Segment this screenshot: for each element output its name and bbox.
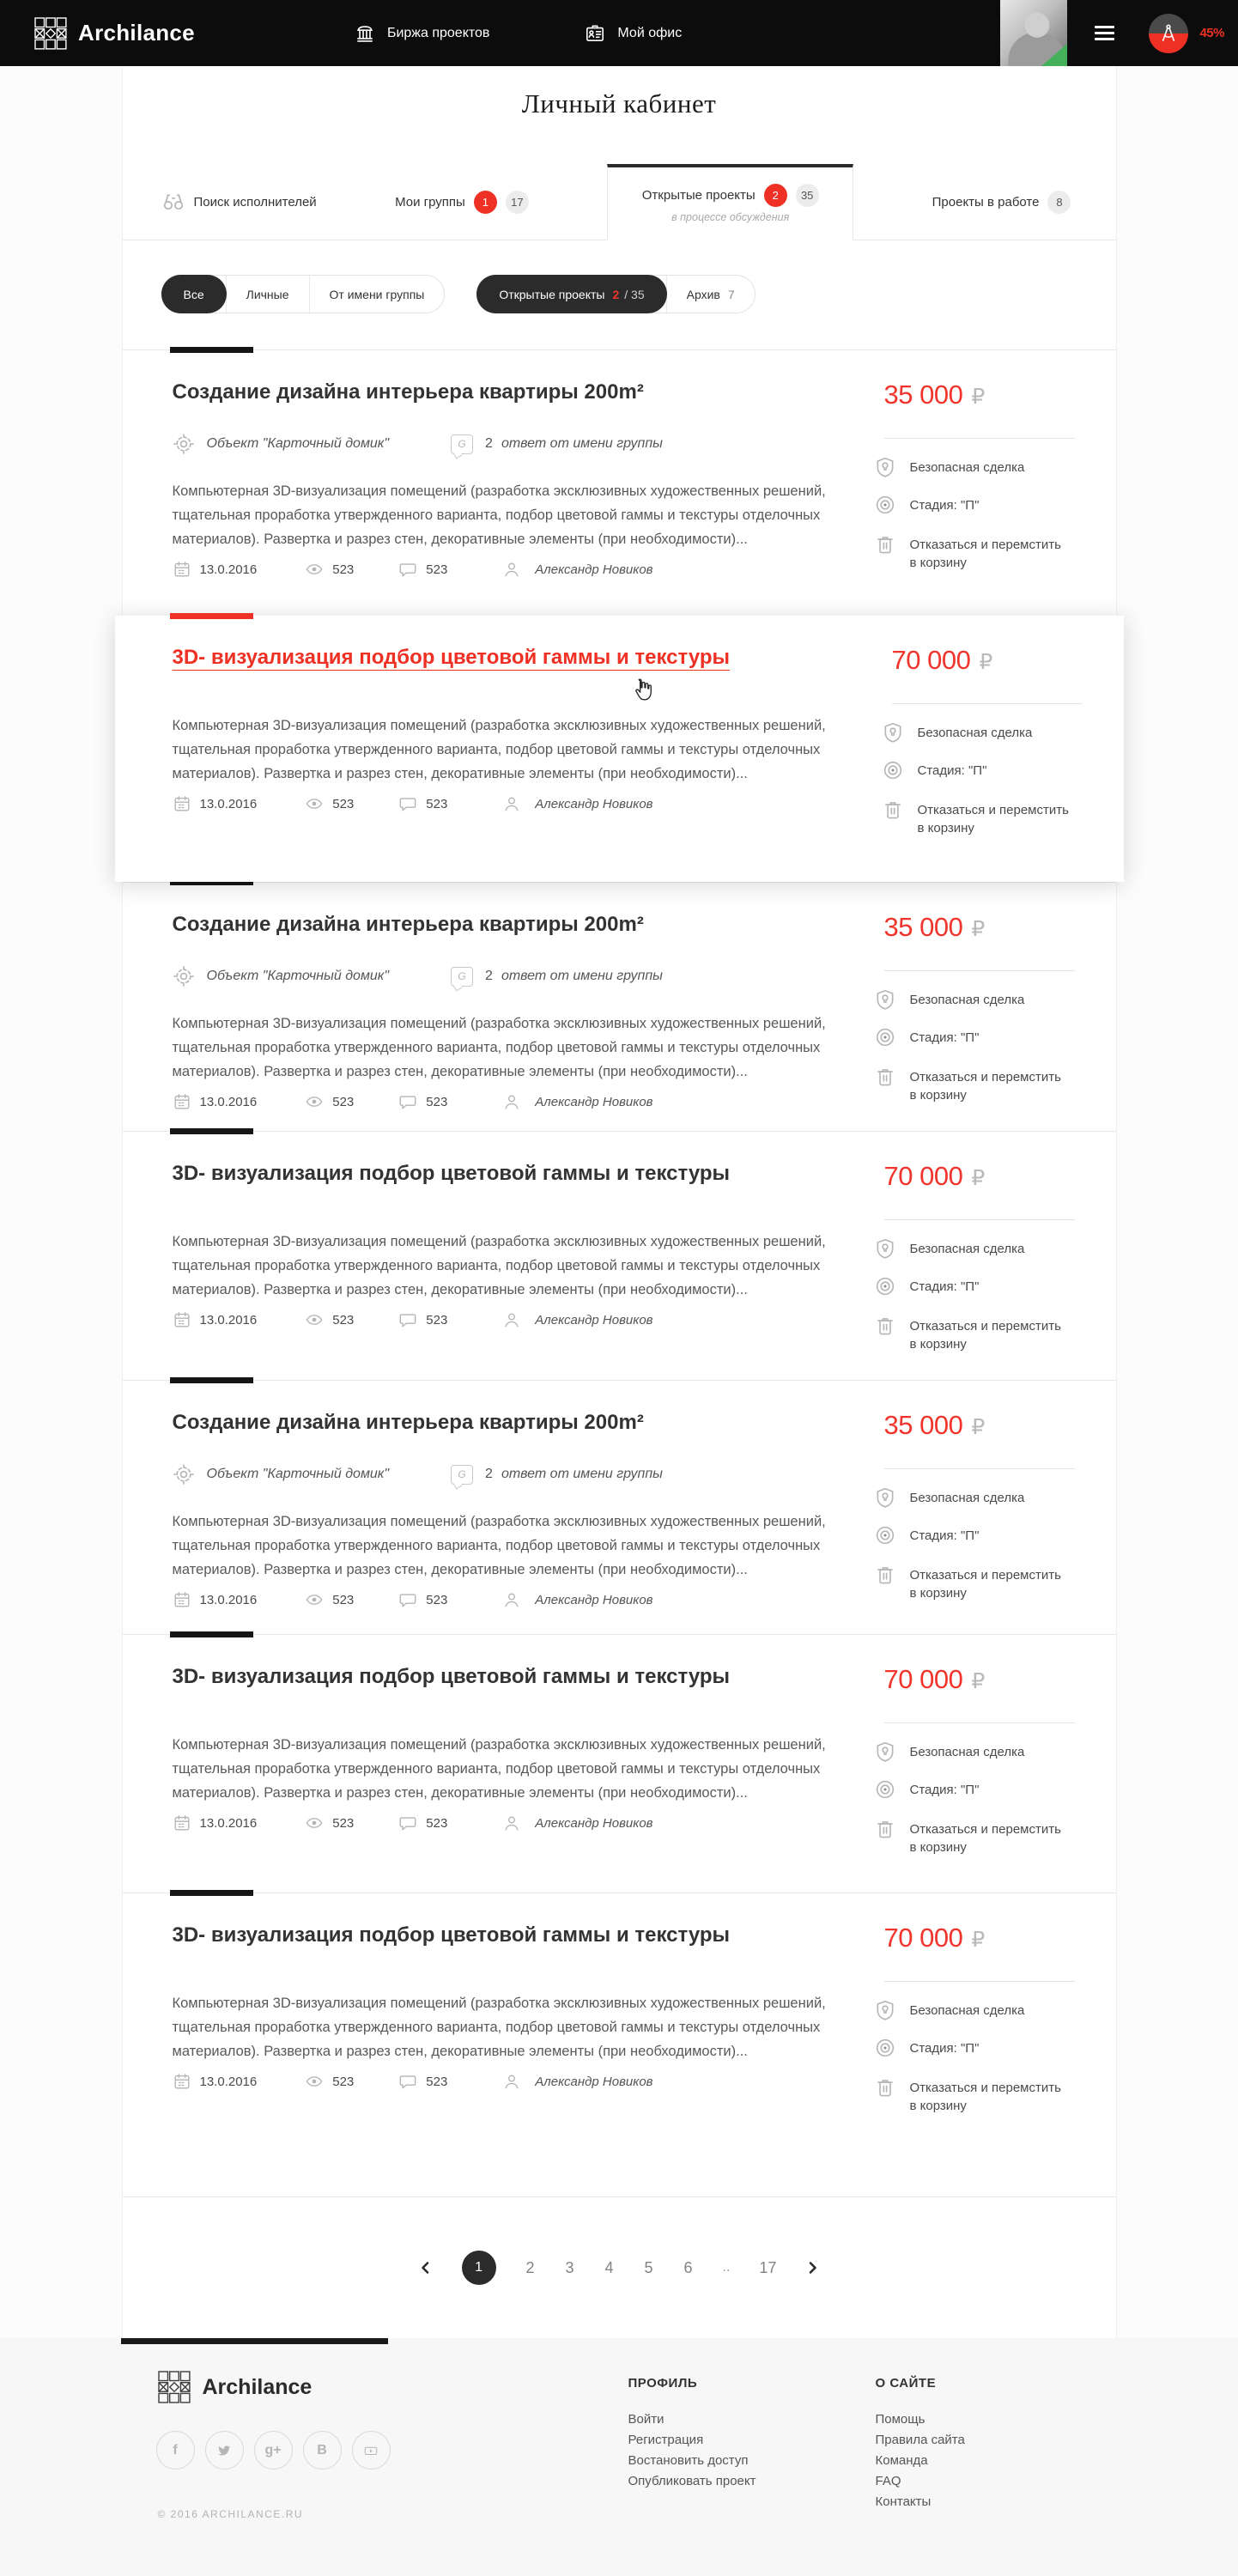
page-title: Личный кабинет [521, 88, 717, 118]
project-object-label: Объект "Карточный домик" [206, 1467, 390, 1481]
shield-icon [874, 988, 896, 1011]
stage-label: Стадия: "П" [909, 1030, 980, 1045]
footer-link-publish-project[interactable]: Опубликовать проект [628, 2474, 756, 2488]
price-value: 70 000 [883, 1664, 963, 1694]
filter-all[interactable]: Все [161, 275, 227, 313]
comments-icon [398, 1310, 417, 1329]
tab-subtitle: в процессе обсуждения [671, 211, 790, 223]
project-side-panel [874, 1893, 1116, 2115]
eye-icon [305, 794, 324, 813]
footer-link-faq[interactable]: FAQ [875, 2474, 901, 2488]
safe-deal-label: Безопасная сделка [909, 1491, 1025, 1505]
replies-count: 2 [485, 969, 493, 983]
price-value: 70 000 [883, 1161, 963, 1191]
comments-icon [398, 2072, 417, 2091]
tab-label: Проекты в работе [932, 194, 1040, 210]
ruble-sign: ₽ [971, 1165, 986, 1190]
eye-icon [305, 2072, 324, 2091]
project-object-label: Объект "Карточный домик" [206, 436, 390, 451]
trash-icon [882, 799, 904, 821]
safe-deal-row [874, 1486, 1116, 1509]
discard-action[interactable] [882, 799, 1124, 837]
project-card [123, 1634, 1116, 1893]
user-avatar[interactable] [1000, 0, 1067, 66]
gplus-glyph: g+ [264, 2442, 282, 2458]
discard-action[interactable] [874, 1315, 1116, 1353]
shield-icon [874, 1486, 896, 1509]
tab-my-groups[interactable] [395, 164, 529, 240]
price-divider [892, 703, 1083, 704]
project-date: 13.0.2016 [199, 1592, 258, 1607]
stage-row [882, 759, 1124, 781]
price-divider [884, 438, 1075, 439]
nav-exchange-label: Биржа проектов [386, 25, 490, 40]
shield-icon [874, 456, 896, 478]
safe-deal-label: Безопасная сделка [909, 993, 1025, 1007]
tabs-bar [123, 164, 1116, 240]
project-title-link[interactable]: Создание дизайна интерьера квартиры 200m² [172, 913, 644, 936]
filters-row [161, 275, 1116, 313]
total-count-badge: 35 [796, 184, 819, 207]
project-list [123, 349, 1116, 2196]
group-reply-icon [451, 967, 473, 987]
page-number-active[interactable]: 1 [462, 2251, 496, 2285]
pagination [123, 2196, 1116, 2338]
group-reply-icon [451, 1465, 473, 1485]
target-icon [874, 1524, 896, 1546]
comments-count: 523 [426, 1312, 448, 1327]
project-side-panel [874, 1132, 1116, 1353]
top-bar-right [1000, 0, 1238, 66]
project-date: 13.0.2016 [199, 562, 258, 577]
group-letter: G [458, 970, 466, 982]
profile-progress-percent: 45% [1199, 26, 1224, 40]
safe-deal-row [874, 1237, 1116, 1260]
nav-office-label: Мой офис [617, 25, 683, 40]
stage-label: Стадия: "П" [917, 763, 987, 778]
project-title-link[interactable]: Создание дизайна интерьера квартиры 200m² [172, 380, 644, 404]
comments-icon [398, 794, 417, 813]
project-author[interactable]: Александр Новиков [535, 2074, 653, 2089]
footer-link-register[interactable]: Регистрация [628, 2433, 704, 2447]
replies-count: 2 [485, 1467, 493, 1481]
project-price [884, 1923, 1116, 1953]
ruble-sign: ₽ [971, 384, 986, 409]
calendar-icon [173, 2072, 191, 2091]
tab-label: Поиск исполнителей [193, 194, 317, 210]
footer-link-rules[interactable]: Правила сайта [875, 2433, 965, 2447]
price-divider [884, 1468, 1075, 1469]
footer-column-title: ПРОФИЛЬ [628, 2376, 698, 2391]
project-object-label: Объект "Карточный домик" [206, 969, 390, 983]
twitter-icon[interactable] [205, 2431, 244, 2470]
project-author[interactable]: Александр Новиков [535, 1312, 653, 1327]
comments-count: 523 [426, 1815, 448, 1831]
page-number[interactable]: 4 [604, 2258, 614, 2276]
group-reply-icon [451, 434, 473, 454]
project-card [123, 1380, 1116, 1634]
tab-search-performers[interactable] [161, 164, 317, 240]
page-number[interactable]: 5 [644, 2258, 653, 2276]
filter-group[interactable]: От имени группы [309, 276, 445, 313]
person-icon [502, 1310, 521, 1329]
project-price [884, 1664, 1116, 1695]
project-side-panel [874, 883, 1116, 1104]
calendar-icon [173, 1092, 191, 1111]
person-icon [502, 1590, 521, 1609]
target-icon [874, 1026, 896, 1048]
eye-icon [305, 1310, 324, 1329]
price-value: 35 000 [883, 1410, 963, 1440]
views-count: 523 [332, 2074, 355, 2089]
project-price [884, 1410, 1116, 1441]
filter-open-projects[interactable] [476, 275, 666, 313]
price-divider [884, 970, 1075, 971]
trash-icon [874, 533, 896, 556]
top-navigation [354, 22, 682, 45]
gear-icon [173, 433, 195, 455]
safe-deal-label: Безопасная сделка [909, 1745, 1025, 1759]
open-total-count: / 35 [624, 287, 645, 301]
project-date: 13.0.2016 [199, 796, 258, 811]
nav-project-exchange[interactable] [354, 22, 489, 45]
footer-link-help[interactable]: Помощь [875, 2412, 925, 2427]
stage-label: Стадия: "П" [909, 1783, 980, 1797]
target-icon [874, 1275, 896, 1297]
stage-row [874, 1275, 1116, 1297]
project-title-link[interactable]: 3D- визуализация подбор цветовой гаммы и текстуры [172, 1923, 731, 1947]
views-count: 523 [332, 562, 355, 577]
footer-column-title: О САЙТЕ [875, 2376, 937, 2391]
ruble-sign: ₽ [979, 649, 993, 674]
safe-deal-row [874, 456, 1116, 478]
group-letter: G [458, 438, 466, 450]
stage-row [874, 494, 1116, 516]
project-card-hovered [115, 616, 1124, 882]
project-side-panel [874, 350, 1116, 572]
ruble-sign: ₽ [971, 1927, 986, 1952]
price-divider [884, 1981, 1075, 1982]
project-description: Компьютерная 3D-визуализация помещений (разработка эксклюзивных художественных решений, тщательная проработка утвержденного варианта, подбор цветовой гаммы и текстуры отделочных материалов). Развертка и разрез стен, декоративные элементы (при необходимости)... [172, 1234, 826, 1297]
discard-label: Отказаться и перемстить в корзину [909, 1822, 1061, 1855]
calendar-icon [173, 1590, 191, 1609]
open-new-count: 2 [612, 287, 620, 301]
trash-icon [874, 2076, 896, 2099]
project-author[interactable]: Александр Новиков [535, 1094, 653, 1109]
shield-icon [874, 1999, 896, 2021]
stage-label: Стадия: "П" [909, 2041, 980, 2056]
price-divider [884, 1219, 1075, 1220]
vk-icon[interactable] [303, 2431, 342, 2470]
page-number[interactable]: 17 [759, 2258, 777, 2276]
footer-link-team[interactable]: Команда [875, 2453, 928, 2468]
price-value: 70 000 [891, 645, 971, 675]
main-container [122, 66, 1117, 2338]
project-card [123, 349, 1116, 616]
project-description: Компьютерная 3D-визуализация помещений (разработка эксклюзивных художественных решений, тщательная проработка утвержденного варианта, подбор цветовой гаммы и текстуры отделочных материалов). Развертка и разрез стен, декоративные элементы (при необходимости)... [172, 1737, 826, 1801]
safe-deal-row [874, 988, 1116, 1011]
person-icon [502, 2072, 521, 2091]
views-count: 523 [332, 1312, 355, 1327]
replies-label: ответ от имени группы [501, 1467, 663, 1481]
stage-label: Стадия: "П" [909, 1279, 980, 1294]
tab-label: Мои группы [395, 194, 465, 210]
comments-icon [398, 560, 417, 579]
comments-icon [398, 1814, 417, 1832]
person-icon [502, 794, 521, 813]
stage-label: Стадия: "П" [909, 1528, 980, 1543]
total-count-badge: 8 [1047, 191, 1071, 214]
chevron-left-icon[interactable] [419, 2261, 433, 2275]
social-links [156, 2431, 391, 2470]
project-date: 13.0.2016 [199, 1094, 258, 1109]
eye-icon [305, 560, 324, 579]
binoculars-icon [161, 190, 185, 214]
safe-deal-label: Безопасная сделка [909, 460, 1025, 475]
eye-icon [305, 1590, 324, 1609]
project-title-link[interactable]: Создание дизайна интерьера квартиры 200m² [172, 1411, 644, 1434]
comments-count: 523 [426, 1592, 448, 1607]
views-count: 523 [332, 796, 355, 811]
archilance-logo-icon [34, 17, 67, 50]
shield-icon [874, 1237, 896, 1260]
project-author[interactable]: Александр Новиков [535, 1815, 653, 1831]
ownership-filter [161, 275, 446, 313]
filter-archive[interactable] [666, 276, 755, 313]
shield-icon [874, 1741, 896, 1763]
comments-count: 523 [426, 1094, 448, 1109]
project-title-link[interactable]: 3D- визуализация подбор цветовой гаммы и текстуры [172, 646, 731, 669]
project-price [892, 645, 1124, 676]
footer-brand-name: Archilance [202, 2374, 313, 2399]
comments-count: 523 [426, 2074, 448, 2089]
exchange-icon [354, 22, 376, 45]
trash-icon [874, 1564, 896, 1586]
tab-projects-in-work[interactable] [932, 164, 1071, 240]
discard-label: Отказаться и перемстить в корзину [917, 803, 1069, 835]
replies-label: ответ от имени группы [501, 969, 663, 983]
gear-icon [173, 965, 195, 987]
youtube-icon[interactable] [352, 2431, 391, 2470]
project-description: Компьютерная 3D-визуализация помещений (разработка эксклюзивных художественных решений, тщательная проработка утвержденного варианта, подбор цветовой гаммы и текстуры отделочных материалов). Развертка и разрез стен, декоративные элементы (при необходимости)... [172, 1514, 826, 1577]
project-title-link[interactable]: 3D- визуализация подбор цветовой гаммы и текстуры [172, 1665, 731, 1688]
comments-icon [398, 1590, 417, 1609]
project-side-panel [882, 616, 1124, 837]
stage-row [874, 1778, 1116, 1801]
price-value: 35 000 [883, 380, 963, 410]
project-card [123, 1893, 1116, 2196]
archilance-logo-icon [158, 2371, 191, 2403]
target-icon [874, 2037, 896, 2059]
calendar-icon [173, 1814, 191, 1832]
project-description: Компьютерная 3D-визуализация помещений (разработка эксклюзивных художественных решений, тщательная проработка утвержденного варианта, подбор цветовой гаммы и текстуры отделочных материалов). Развертка и разрез стен, декоративные элементы (при необходимости)... [172, 1996, 826, 2059]
project-date: 13.0.2016 [199, 1312, 258, 1327]
tab-open-projects[interactable] [607, 164, 853, 240]
shield-icon [882, 721, 904, 744]
calendar-icon [173, 1310, 191, 1329]
safe-deal-label: Безопасная сделка [917, 726, 1033, 740]
stage-row [874, 2037, 1116, 2059]
target-icon [874, 1778, 896, 1801]
id-card-icon [584, 22, 606, 45]
project-side-panel [874, 1381, 1116, 1602]
project-author[interactable]: Александр Новиков [535, 1592, 653, 1607]
discard-label: Отказаться и перемстить в корзину [909, 1568, 1061, 1601]
project-date: 13.0.2016 [199, 1815, 258, 1831]
project-author[interactable]: Александр Новиков [535, 562, 653, 577]
group-letter: G [458, 1468, 466, 1480]
views-count: 523 [332, 1094, 355, 1109]
discard-label: Отказаться и перемстить в корзину [909, 1070, 1061, 1103]
vk-glyph: B [317, 2442, 327, 2458]
new-count-badge: 2 [764, 184, 787, 207]
discard-action[interactable] [874, 1818, 1116, 1856]
person-icon [502, 1092, 521, 1111]
comments-count: 523 [426, 562, 448, 577]
safe-deal-row [874, 1741, 1116, 1763]
hamburger-menu-icon[interactable] [1095, 22, 1114, 44]
eye-icon [305, 1814, 324, 1832]
safe-deal-row [882, 721, 1124, 744]
project-description: Компьютерная 3D-визуализация помещений (разработка эксклюзивных художественных решений, тщательная проработка утвержденного варианта, подбор цветовой гаммы и текстуры отделочных материалов). Развертка и разрез стен, декоративные элементы (при необходимости)... [172, 1016, 826, 1079]
chevron-right-icon[interactable] [805, 2261, 819, 2275]
price-value: 70 000 [883, 1923, 963, 1953]
compass-icon [1157, 22, 1180, 45]
eye-icon [305, 1092, 324, 1111]
page-number[interactable]: 2 [525, 2258, 535, 2276]
gear-icon [173, 1463, 195, 1485]
footer-brand[interactable] [158, 2371, 313, 2403]
safe-deal-row [874, 1999, 1116, 2021]
ruble-sign: ₽ [971, 1414, 986, 1439]
comments-icon [398, 1092, 417, 1111]
discard-action[interactable] [874, 1066, 1116, 1104]
project-side-panel [874, 1635, 1116, 1856]
page-ellipsis: .. [722, 2260, 731, 2275]
comments-count: 523 [426, 796, 448, 811]
filter-label: Архив [686, 287, 720, 301]
discard-label: Отказаться и перемстить в корзину [909, 1319, 1061, 1352]
project-description: Компьютерная 3D-визуализация помещений (разработка эксклюзивных художественных решений, тщательная проработка утвержденного варианта, подбор цветовой гаммы и текстуры отделочных материалов). Развертка и разрез стен, декоративные элементы (при необходимости)... [172, 483, 826, 547]
top-bar [0, 0, 1238, 66]
facebook-icon[interactable] [156, 2431, 195, 2470]
replies-count: 2 [485, 436, 493, 451]
archive-count: 7 [727, 287, 735, 301]
new-count-badge: 1 [474, 191, 497, 214]
price-value: 35 000 [883, 912, 963, 942]
ruble-sign: ₽ [971, 1668, 986, 1693]
views-count: 523 [332, 1815, 355, 1831]
filter-label: Открытые проекты [499, 287, 605, 301]
hand-cursor-icon [632, 677, 654, 702]
trash-icon [874, 1315, 896, 1337]
discard-action[interactable] [874, 1564, 1116, 1602]
discard-action[interactable] [874, 2076, 1116, 2115]
project-card [123, 1131, 1116, 1380]
page-number[interactable]: 3 [565, 2258, 574, 2276]
site-footer [0, 2338, 1238, 2576]
total-count-badge: 17 [506, 191, 529, 214]
status-filter [476, 275, 755, 313]
project-price [884, 912, 1116, 943]
replies-label: ответ от имени группы [501, 436, 663, 451]
person-icon [502, 1814, 521, 1832]
trash-icon [874, 1818, 896, 1840]
discard-label: Отказаться и перемстить в корзину [909, 538, 1061, 570]
views-count: 523 [332, 1592, 355, 1607]
discard-action[interactable] [874, 533, 1116, 572]
target-icon [874, 494, 896, 516]
calendar-icon [173, 794, 191, 813]
facebook-glyph: f [173, 2442, 178, 2458]
stage-row [874, 1524, 1116, 1546]
ruble-sign: ₽ [971, 916, 986, 941]
page-number[interactable]: 6 [683, 2258, 693, 2276]
project-author[interactable]: Александр Новиков [535, 796, 653, 811]
stage-row [874, 1026, 1116, 1048]
project-price [884, 380, 1116, 410]
project-card [123, 882, 1116, 1131]
brand-logo[interactable] [34, 17, 195, 50]
footer-column-about [876, 2376, 965, 2512]
filter-personal[interactable]: Личные [226, 276, 309, 313]
project-title-link[interactable]: 3D- визуализация подбор цветовой гаммы и текстуры [172, 1162, 731, 1185]
discard-label: Отказаться и перемстить в корзину [909, 2081, 1061, 2113]
safe-deal-label: Безопасная сделка [909, 2003, 1025, 2018]
project-description: Компьютерная 3D-визуализация помещений (разработка эксклюзивных художественных решений, тщательная проработка утвержденного варианта, подбор цветовой гаммы и текстуры отделочных материалов). Развертка и разрез стен, декоративные элементы (при необходимости)... [172, 718, 826, 781]
stage-label: Стадия: "П" [909, 498, 980, 513]
nav-my-office[interactable] [584, 22, 682, 45]
footer-link-contacts[interactable]: Контакты [875, 2494, 932, 2509]
tab-label: Открытые проекты [641, 188, 756, 203]
profile-progress-indicator[interactable] [1149, 14, 1188, 53]
calendar-icon [173, 560, 191, 579]
brand-name: Archilance [78, 20, 195, 46]
price-divider [884, 1722, 1075, 1723]
person-icon [502, 560, 521, 579]
trash-icon [874, 1066, 896, 1088]
copyright: © 2016 ARCHILANCE.RU [157, 2508, 304, 2520]
footer-link-restore-access[interactable]: Востановить доступ [628, 2453, 749, 2468]
target-icon [882, 759, 904, 781]
project-date: 13.0.2016 [199, 2074, 258, 2089]
project-price [884, 1161, 1116, 1192]
safe-deal-label: Безопасная сделка [909, 1242, 1025, 1256]
footer-column-profile [628, 2376, 756, 2492]
google-plus-icon[interactable] [254, 2431, 293, 2470]
footer-link-login[interactable]: Войти [628, 2412, 665, 2427]
